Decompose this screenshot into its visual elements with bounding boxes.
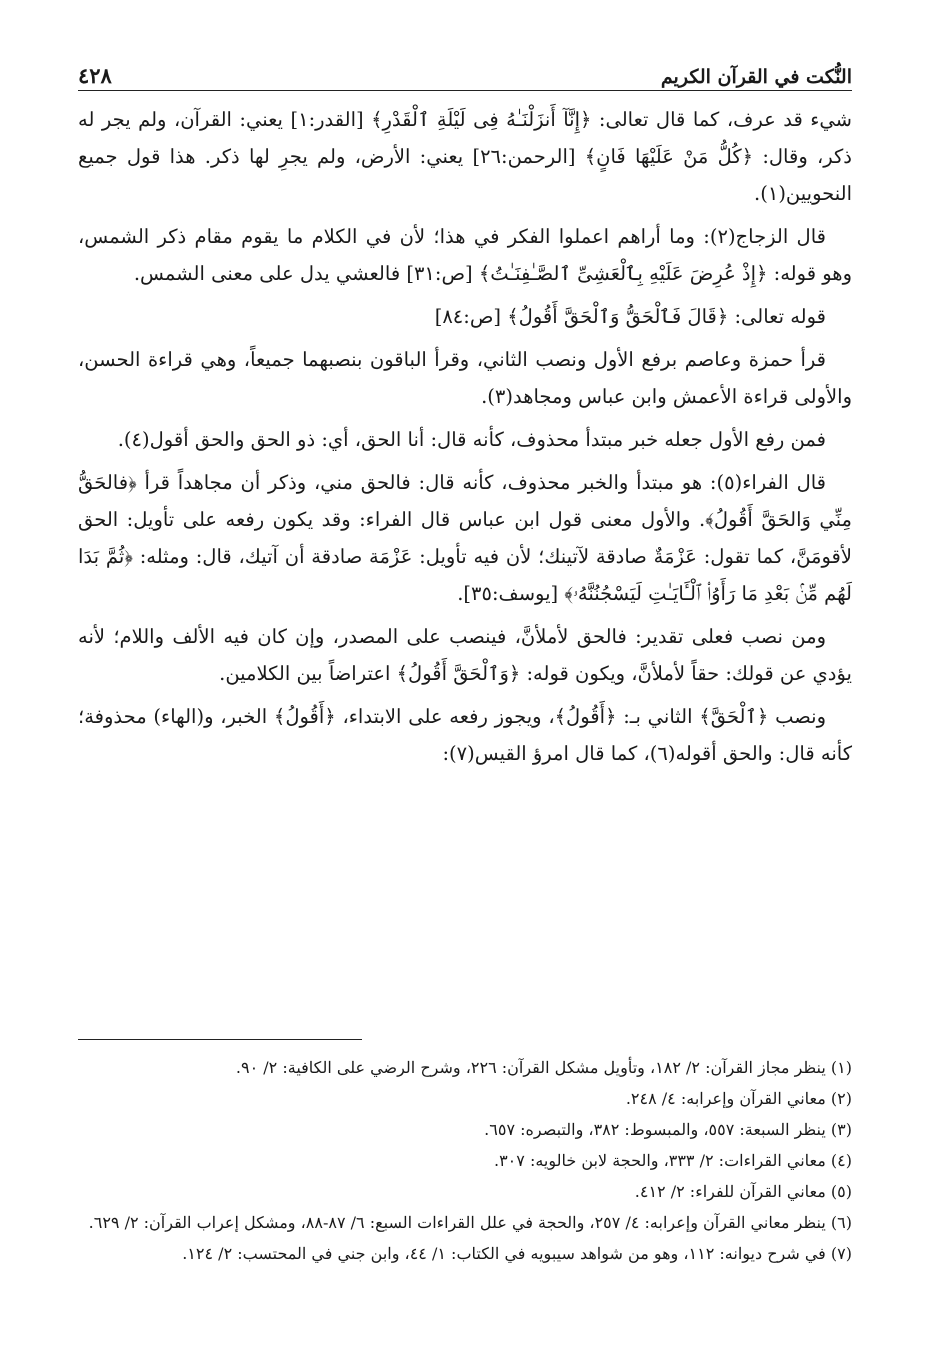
paragraph: قرأ حمزة وعاصم برفع الأول ونصب الثاني، وقرأ الباقون بنصبهما جميعاً، وهي قراءة الحسن، والأولى قراءة الأعمش وابن عباس ومجاهد(٣). — [78, 348, 852, 408]
paragraph: قال الزجاج(٢): وما أراهم اعملوا الفكر في هذا؛ لأن في الكلام ما يقوم مقام ذكر الشمس، وهو قوله: ﴿إِذْ عُرِضَ عَلَيْهِ بِٱلْعَشِىِّ ٱلصَّـٰفِنَـٰتُ﴾ [ص:٣١] فالعشي يدل على معنى الشمس. — [78, 225, 852, 285]
paragraph: ومن نصب فعلى تقدير: فالحق لأملأنَّ، فينصب على المصدر، وإن كان فيه الألف واللام؛ لأنه يؤدي عن قولك: حقاً لأملأنَّ، ويكون قوله: ﴿وَٱلْحَقَّ أَقُولُ﴾ اعتراضاً بين الكلامين. — [78, 625, 852, 685]
page — [78, 52, 852, 778]
footnote: (٦) ينظر معاني القرآن وإعرابه: ٤/ ٢٥٧، والحجة في علل القراءات السبع: ٦/ ٨٧-٨٨، ومشكل إعراب القرآن: ٢/ ٦٢٩. — [88, 1213, 852, 1232]
paragraph: فمن رفع الأول جعله خبر مبتدأ محذوف، كأنه قال: أنا الحق، أي: ذو الحق والحق أقول(٤). — [117, 428, 826, 451]
footnote: (٢) معاني القرآن وإعرابه: ٤/ ٢٤٨. — [625, 1089, 852, 1108]
paragraph: شيء قد عرف، كما قال تعالى: ﴿إِنَّآ أَنزَلْنَـٰهُ فِى لَيْلَةِ ٱلْقَدْرِ﴾ [القدر:١] يعني: القرآن، ولم يجر له ذكر، وقال: ﴿كُلُّ مَنْ عَلَيْهَا فَانٍ﴾ [الرحمن:٢٦] يعني: الأرض، ولم يجرِ لها ذكر. هذا قول جميع النحويين(١). — [78, 108, 853, 205]
running-title: النُّكت في القرآن الكريم — [660, 66, 852, 88]
page-header — [78, 52, 852, 91]
footnote: (٤) معاني القراءات: ٢/ ٣٣٣، والحجة لابن خالويه: ٣٠٧. — [493, 1151, 852, 1170]
footnote: (٥) معاني القرآن للفراء: ٢/ ٤١٢. — [634, 1182, 852, 1201]
footnote: (٧) في شرح ديوانه: ١١٢، وهو من شواهد سيبويه في الكتاب: ١/ ٤٤، وابن جني في المحتسب: ٢/ ١٢٤. — [182, 1244, 852, 1263]
paragraph: ونصب ﴿ٱلْحَقَّ﴾ الثاني بـ: ﴿أَقُولُ﴾، ويجوز رفعه على الابتداء، ﴿أَقُولُ﴾ الخبر، و(الهاء) محذوفة؛ كأنه قال: والحق أقوله(٦)، كما قال امرؤ القيس(٧): — [78, 705, 852, 765]
footnotes — [78, 1052, 852, 1269]
page-number: ٤٢٨ — [78, 63, 112, 88]
paragraph: قال الفراء(٥): هو مبتدأ والخبر محذوف، كأنه قال: فالحق مني، وذكر أن مجاهداً قرأ ﴿فالحَقُّ مِنِّي وَالحَقَّ أَقُولُ﴾. والأول معنى قول ابن عباس قال الفراء: وقد يكون رفعه على تأويل: الحق لأقومَنَّ، كما تقول: عَزْمَةٌ صادقة لآتينك؛ لأن فيه تأويل: عَزْمَة صادقة أن آتيك، قال: ومثله: ﴿ثُمَّ بَدَا لَهُم مِّنۢ بَعْدِ مَا رَأَوُا۟ ٱلْـَٔايَـٰتِ لَيَسْجُنُنَّهُۥ﴾ [يوسف:٣٥]. — [78, 471, 852, 605]
main-text — [78, 101, 852, 772]
footnote: (١) ينظر مجاز القرآن: ٢/ ١٨٢، وتأويل مشكل القرآن: ٢٢٦، وشرح الرضي على الكافية: ٢/ ٩٠. — [235, 1058, 852, 1077]
footnotes-separator — [78, 1039, 362, 1040]
footnote: (٣) ينظر السبعة: ٥٥٧، والمبسوط: ٣٨٢، والتبصره: ٦٥٧. — [484, 1120, 852, 1139]
paragraph: قوله تعالى: ﴿قَالَ فَٱلْحَقُّ وَٱلْحَقَّ أَقُولُ﴾ [ص:٨٤] — [434, 305, 826, 328]
